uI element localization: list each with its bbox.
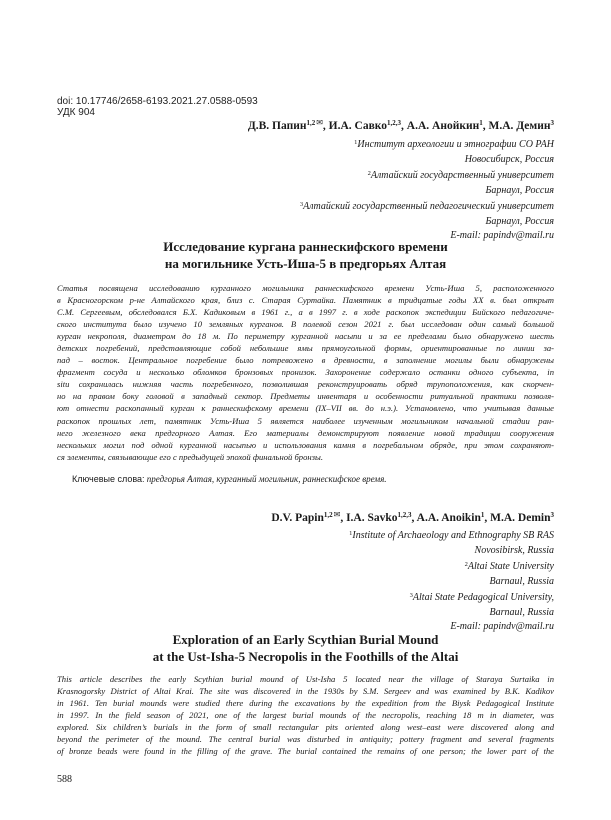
author: M.A. Demin (490, 512, 551, 524)
udk: УДК 904 (57, 107, 95, 118)
author: D.V. Papin (271, 512, 324, 524)
author-affil-sup: 1,2 (306, 119, 316, 127)
author-affil-sup: 1 (479, 119, 483, 127)
affiliation-sup: 1 (349, 530, 353, 537)
affiliation-sup: 1 (354, 139, 358, 146)
mail-icon: ✉ (333, 510, 341, 519)
keywords-value: предгорья Алтая, курганный могильник, раннескифское время. (146, 474, 387, 484)
abstract-line: раскопок прошлых лет, памятник Усть-Иша 5 является наиболее изученным могильником начальной стадии ран- (57, 415, 554, 426)
abstract-line: С.М. Сергеевым, обследовался Б.Х. Кадиковым в 1961 г., а в 1997 г. в ходе раскопок экспедиции Бийского педагогиче- (57, 307, 554, 318)
abstract-line: нескольких могил под одной курганной насыпью и использования камня в погребальном обряде, при этом сохраняют- (57, 439, 554, 450)
author: I.A. Savko (346, 512, 398, 524)
author-separator: , (340, 512, 347, 524)
author-affil-sup: 3 (550, 119, 554, 127)
abstract-line: of bronze beads were found in the filling of the grave. The burial contained the remains of one person; the lower part of the (57, 746, 554, 757)
abstract-line: in 1961. Ten burial mounds were studied there during the excavations by the expedition from the Biysk Pedagogical Institute (57, 698, 554, 709)
title-line: на могильнике Усть-Иша-5 в предгорьях Алтая (164, 256, 447, 271)
abstract-ru (57, 282, 554, 463)
affiliation-line: $^3$Altai State Pedagogical University, (409, 592, 554, 603)
abstract-line: курган некрополя, диаметром до 18 м. По периметру курганной насыпи и за ее пределами было обнаружено шесть (57, 331, 554, 342)
title-ru (60, 238, 551, 272)
abstract-line: пад – восток. Центральное погребение было потревожено в древности, в заполнение могилы были обнаружены (57, 355, 554, 366)
affiliation-sup: 3 (299, 201, 304, 208)
author-separator: , (411, 512, 417, 524)
affiliation-line: Барнаул, Россия (485, 184, 554, 196)
abstract-line: него железного века предгорного Алтая. Его материалы демонстрируют появление новой традиции сооружения (57, 427, 554, 438)
affiliations-en (154, 527, 554, 635)
author: М.А. Демин (488, 120, 551, 132)
abstract-line: в Красногорском р-не Алтайского края, близ с. Старая Суртайка. Памятник в тридцатые годы XX в. был открыт (57, 295, 554, 306)
abstract-line: детских погребений, представляющие собой небольшие ямы прямоугольной формы, ориентированные по линии за- (57, 343, 554, 354)
author-affil-sup: 1 (480, 511, 485, 519)
affiliation-line: Barnaul, Russia (489, 575, 554, 587)
author-separator: , (484, 512, 491, 524)
affiliation-line: $^1$Institute of Archaeology and Ethnography SB RAS (349, 530, 554, 541)
author-separator: , (401, 120, 407, 132)
author: Д.В. Папин (247, 120, 307, 132)
abstract-line: This article describes the early Scythian burial mound of Ust-Isha 5 located near the village of Staraya Surtaika in (57, 674, 554, 684)
author-affil-sup: 3 (550, 511, 554, 519)
abstract-line: Krasnogorsky District of Altai Krai. The site was discovered in the 1930s by S.M. Sergeev and was examined by B.K. Kadikov (57, 686, 554, 697)
abstract-line: explored. Six children’s burials in the form of small rectangular pits oriented along west–east were discovered along and (57, 722, 554, 733)
abstract-line: in 1997. In the field season of 2021, one of the largest burial mounds of the necropolis, reaching 18 m in diameter, was (57, 710, 554, 721)
email-line: E-mail: papindv@mail.ru (450, 230, 554, 241)
author-separator: , (482, 120, 489, 132)
affiliation-line: $^3$Алтайский государственный педагогический университет (299, 201, 554, 212)
page-number: 588 (57, 774, 72, 785)
affiliation-line: Novosibirsk, Russia (474, 544, 554, 556)
title-line: at the Ust-Isha-5 Necropolis in the Foothills of the Altai (152, 649, 459, 664)
affiliation-line: Новосибирск, Россия (464, 153, 554, 165)
abstract-line: ют отнести раскопанный курган к раннескифскому времени (IX–VII вв. до н.э.). Установлено, что учитывая данные (57, 403, 554, 414)
abstract-line: situ сохранилась нижняя часть погребенного, позволившая реконструировать обряд трупоположения, как скорчен- (57, 379, 554, 390)
abstract-line: ся элементы, связывающие его с предыдущей эпохой финальной бронзы. (57, 451, 323, 462)
affiliation-line: Barnaul, Russia (489, 606, 554, 618)
affiliation-line: $^1$Институт археологии и этнографии СО РАН (354, 139, 554, 150)
author: И.А. Савко (328, 120, 388, 132)
title-line: Exploration of an Early Scythian Burial Mound (172, 632, 439, 647)
abstract-line: фрагмент сосуда и несколько обломков бронзовых пронизок. Захоронение содержало останки одного субъекта, in (57, 367, 554, 378)
author-affil-sup: 1,2,3 (397, 511, 412, 519)
author: A.A. Anoikin (416, 512, 481, 524)
abstract-line: но на правом боку головой в западный сектор. Предметы инвентаря и особенности ритуальной практики позволя- (57, 391, 554, 402)
abstract-en (57, 673, 554, 757)
affiliation-line: Барнаул, Россия (485, 215, 554, 227)
authors-en (271, 510, 554, 524)
affiliation-sup: 2 (464, 561, 468, 568)
authors-ru (248, 118, 554, 132)
affiliation-sup: 3 (409, 592, 413, 599)
keywords-label: Ключевые слова: (72, 474, 145, 484)
email-line: E-mail: papindv@mail.ru (450, 621, 554, 632)
mail-icon: ✉ (316, 118, 323, 127)
author-separator: , (322, 120, 329, 132)
affiliations-ru (154, 136, 554, 244)
title-en (60, 631, 551, 665)
abstract-line: beyond the perimeter of the mound. The central burial was disturbed in antiquity; pottery fragment and several fragments (57, 734, 554, 745)
affiliation-line: $^2$Алтайский государственный университет (367, 170, 554, 181)
affiliation-line: $^2$Altai State University (464, 561, 554, 572)
abstract-line: Статья посвящена исследованию курганного могильника раннескифского времени Усть-Иша 5, расположенного (57, 283, 554, 293)
affiliation-sup: 2 (367, 170, 371, 177)
title-line: Исследование кургана раннескифского времени (163, 239, 448, 254)
author: А.А. Анойкин (406, 120, 480, 132)
keywords-ru (72, 474, 387, 484)
abstract-line: ского института было изучено 10 земляных курганов. В полевой сезон 2021 г. был исследован один самый большой (57, 319, 554, 330)
author-affil-sup: 1,2,3 (387, 119, 402, 127)
author-affil-sup: 1,2 (323, 511, 333, 519)
doi: doi: 10.17746/2658-6193.2021.27.0588-0593 (57, 96, 258, 107)
